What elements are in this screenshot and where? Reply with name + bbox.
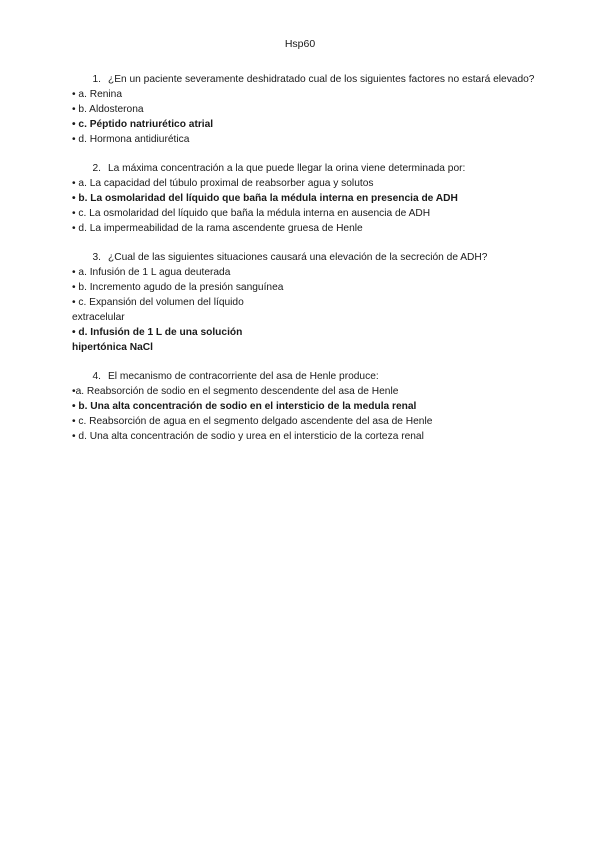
question-text: El mecanismo de contracorriente del asa de Henle produce: [108,371,379,382]
option-a: • a. La capacidad del túbulo proximal de reabsorber agua y solutos [72,178,374,189]
option-b: • b. Incremento agudo de la presión sanguínea [72,282,284,293]
question-1 [72,72,542,147]
option-b: • b. Aldosterona [72,104,144,115]
question-stem [72,72,542,87]
question-stem [72,161,542,176]
option-a: • a. Renina [72,89,123,100]
option-d: • d. Hormona antidiurética [72,134,190,145]
option-d: • d. Una alta concentración de sodio y urea en el intersticio de la corteza renal [72,431,424,442]
option-c: • c. Expansión del volumen del líquido extracelular [72,297,244,323]
option-b-correct: • b. La osmolaridad del líquido que baña la médula interna en presencia de ADH [72,193,458,204]
option-c-correct: • c. Péptido natriurético atrial [72,119,214,130]
question-stem [72,369,542,384]
option-a: • a. Infusión de 1 L agua deuterada [72,267,231,278]
question-list [72,72,542,458]
option-c: • c. Reabsorción de agua en el segmento delgado ascendente del asa de Henle [72,416,433,427]
option-d: • d. La impermeabilidad de la rama ascendente gruesa de Henle [72,223,363,234]
question-text: ¿En un paciente severamente deshidratado cual de los siguientes factores no estará elevado? [108,74,535,85]
question-3 [72,250,542,355]
question-text: ¿Cual de las siguientes situaciones causará una elevación de la secreción de ADH? [108,252,488,263]
question-text: La máxima concentración a la que puede llegar la orina viene determinada por: [108,163,466,174]
question-4 [72,369,542,444]
option-a: •a. Reabsorción de sodio en el segmento descendente del asa de Henle [72,386,399,397]
page-header: Hsp60 [284,38,316,50]
option-b-correct: • b. Una alta concentración de sodio en el intersticio de la medula renal [72,401,417,412]
question-number: 2. [92,163,101,174]
question-stem [72,250,542,265]
question-number: 3. [92,252,101,263]
option-c: • c. La osmolaridad del líquido que baña la médula interna en ausencia de ADH [72,208,431,219]
question-number: 1. [92,74,101,85]
option-d-correct: • d. Infusión de 1 L de una solución hipertónica NaCl [72,327,243,353]
question-2 [72,161,542,236]
question-number: 4. [92,371,101,382]
